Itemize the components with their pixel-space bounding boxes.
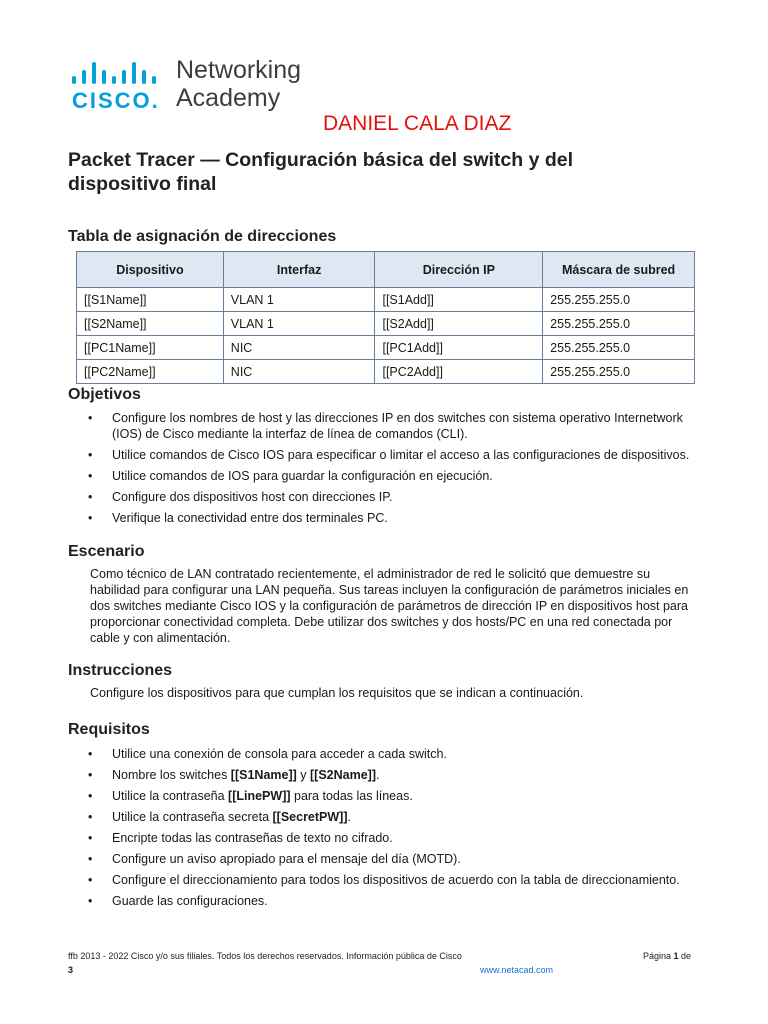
table-row <box>77 312 695 336</box>
column-header: Interfaz <box>223 252 375 288</box>
objectives-heading: Objetivos <box>68 386 141 403</box>
requirements-list <box>88 746 708 914</box>
table-row <box>77 288 695 312</box>
table-cell: [[PC1Add]] <box>375 336 543 360</box>
scenario-text: Como técnico de LAN contratado recientemente, el administrador de red le solicitó que demuestre su habilidad para configurar una LAN pequeña. Sus tareas incluyen la configuración de parámetros iniciales en dos switches mediante Cisco IOS y la configuración de parámetros de dirección IP en dispositivos host para proporcionar conectividad completa. Debe utilizar dos switches y dos hosts/PC en una red conectada por cable y con alimentación. <box>90 567 689 645</box>
table-cell: VLAN 1 <box>223 312 375 336</box>
cisco-wordmark: CISCO. <box>72 88 160 113</box>
table-cell: [[PC1Name]] <box>77 336 224 360</box>
cisco-bars-icon <box>72 58 164 84</box>
cisco-networking-academy-logo <box>68 58 328 118</box>
table-row <box>77 360 695 384</box>
list-item: • Guarde las configuraciones. <box>88 894 268 908</box>
footer-page-indicator: Página 1 de <box>643 951 692 961</box>
table-cell: [[S1Add]] <box>375 288 543 312</box>
table-cell: [[S2Add]] <box>375 312 543 336</box>
scenario-heading: Escenario <box>68 543 145 560</box>
column-header: Dispositivo <box>77 252 224 288</box>
table-cell: 255.255.255.0 <box>543 288 695 312</box>
logo-line-academy: Academy <box>176 84 281 112</box>
list-item: • Encripte todas las contraseñas de texto no cifrado. <box>88 831 393 845</box>
instructions-text: Configure los dispositivos para que cumplan los requisitos que se indican a continuación. <box>90 686 584 700</box>
address-table <box>76 251 695 384</box>
table-cell: NIC <box>223 336 375 360</box>
table-cell: 255.255.255.0 <box>543 312 695 336</box>
footer-copyright: ffb 2013 - 2022 Cisco y/o sus filiales. Todos los derechos reservados. Información pública de Cisco <box>68 951 462 961</box>
list-item: • Utilice la contraseña secreta [[SecretPW]]. <box>88 810 351 824</box>
list-item: • Utilice comandos de IOS para guardar la configuración en ejecución. <box>88 469 493 483</box>
list-item: • Nombre los switches [[S1Name]] y [[S2Name]]. <box>88 768 380 782</box>
table-cell: NIC <box>223 360 375 384</box>
list-item: • Configure los nombres de host y las direcciones IP en dos switches con sistema operativo Internetwork (IOS) de Cisco mediante la interfaz de línea de comandos (CLI). <box>88 411 683 441</box>
list-item: • Configure el direccionamiento para todos los dispositivos de acuerdo con la tabla de direccionamiento. <box>88 873 680 887</box>
table-header-row <box>77 252 695 288</box>
table-cell: 255.255.255.0 <box>543 336 695 360</box>
table-row <box>77 336 695 360</box>
table-cell: [[S1Name]] <box>77 288 224 312</box>
list-item: • Configure un aviso apropiado para el mensaje del día (MOTD). <box>88 852 461 866</box>
networking-academy-wordmark <box>176 56 301 112</box>
table-cell: [[S2Name]] <box>77 312 224 336</box>
document-title: Packet Tracer — Configuración básica del switch y del dispositivo final <box>68 149 574 195</box>
table-cell: [[PC2Add]] <box>375 360 543 384</box>
list-item: • Utilice una conexión de consola para acceder a cada switch. <box>88 747 447 761</box>
requirements-heading: Requisitos <box>68 721 150 738</box>
column-header: Máscara de subred <box>543 252 695 288</box>
column-header: Dirección IP <box>375 252 543 288</box>
table-cell: [[PC2Name]] <box>77 360 224 384</box>
table-cell: 255.255.255.0 <box>543 360 695 384</box>
instructions-heading: Instrucciones <box>68 662 173 679</box>
objectives-list <box>88 410 708 531</box>
table-cell: VLAN 1 <box>223 288 375 312</box>
list-item: • Verifique la conectividad entre dos terminales PC. <box>88 511 388 525</box>
footer-total-pages: 3 <box>68 965 74 975</box>
list-item: • Utilice comandos de Cisco IOS para especificar o limitar el acceso a las configuraciones de dispositivos. <box>88 448 690 462</box>
logo-line-networking: Networking <box>176 56 302 84</box>
list-item: • Configure dos dispositivos host con direcciones IP. <box>88 490 393 504</box>
footer-url-link[interactable]: www.netacad.com <box>480 965 554 975</box>
author-name: DANIEL CALA DIAZ <box>323 112 512 135</box>
list-item: • Utilice la contraseña [[LinePW]] para todas las líneas. <box>88 789 413 803</box>
address-table-heading: Tabla de asignación de direcciones <box>68 228 337 245</box>
